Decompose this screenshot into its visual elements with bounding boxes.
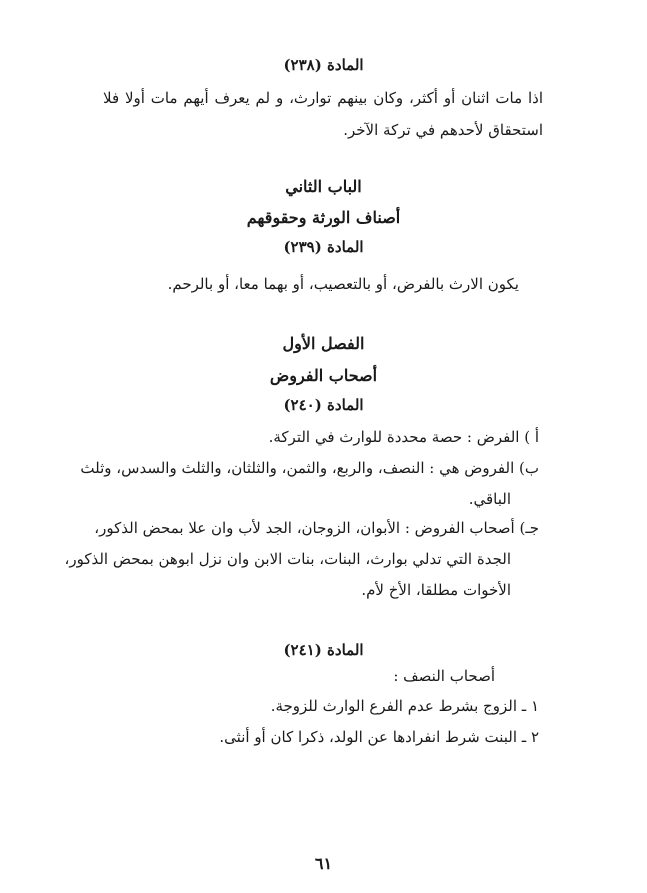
article-241-intro: أصحاب النصف : bbox=[393, 667, 495, 685]
chapter-one-title: الفصل الأول bbox=[282, 334, 365, 353]
article-240-item-c-line-3: الأخوات مطلقا، الأخ لأم. bbox=[361, 581, 511, 599]
page-number: ٦١ bbox=[314, 854, 333, 873]
article-240-item-a: أ ) الفرض : حصة محددة للوارث في التركة. bbox=[268, 428, 539, 446]
article-240-item-c-line-2: الجدة التي تدلي بوارث، البنات، بنات الابن وان نزل ابوهن بمحض الذكور، bbox=[64, 550, 511, 568]
article-241-title: المادة (٢٤١) bbox=[283, 641, 364, 659]
part-two-subtitle: أصناف الورثة وحقوقهم bbox=[246, 208, 401, 227]
article-240-item-b-line-1: ب) الفروض هي : النصف، والربع، والثمن، والثلثان، والثلث والسدس، وثلث bbox=[80, 459, 539, 477]
article-240-item-c-line-1: جـ) أصحاب الفروض : الأبوان، الزوجان، الجد لأب وان علا بمحض الذكور، bbox=[94, 519, 539, 537]
article-238-line-2: استحقاق لأحدهم في تركة الآخر. bbox=[343, 121, 543, 139]
part-two-title: الباب الثاني bbox=[285, 177, 362, 196]
article-241-item-1: ١ ـ الزوج بشرط عدم الفرع الوارث للزوجة. bbox=[270, 697, 539, 715]
chapter-one-subtitle: أصحاب الفروض bbox=[269, 366, 378, 385]
article-240-item-b-line-2: الباقي. bbox=[468, 490, 511, 508]
article-239-title: المادة (٢٣٩) bbox=[283, 238, 364, 256]
article-239-line-1: يكون الارث بالفرض، أو بالتعصيب، أو بهما معا، أو بالرحم. bbox=[167, 275, 519, 293]
article-238-title: المادة (٢٣٨) bbox=[283, 56, 364, 74]
article-240-title: المادة (٢٤٠) bbox=[283, 396, 364, 414]
article-241-item-2: ٢ ـ البنت شرط انفرادها عن الولد، ذكرا كان أو أنثى. bbox=[219, 728, 539, 746]
article-238-line-1: اذا مات اثنان أو أكثر، وكان بينهم توارث، و لم يعرف أيهم مات أولا فلا bbox=[103, 89, 543, 107]
